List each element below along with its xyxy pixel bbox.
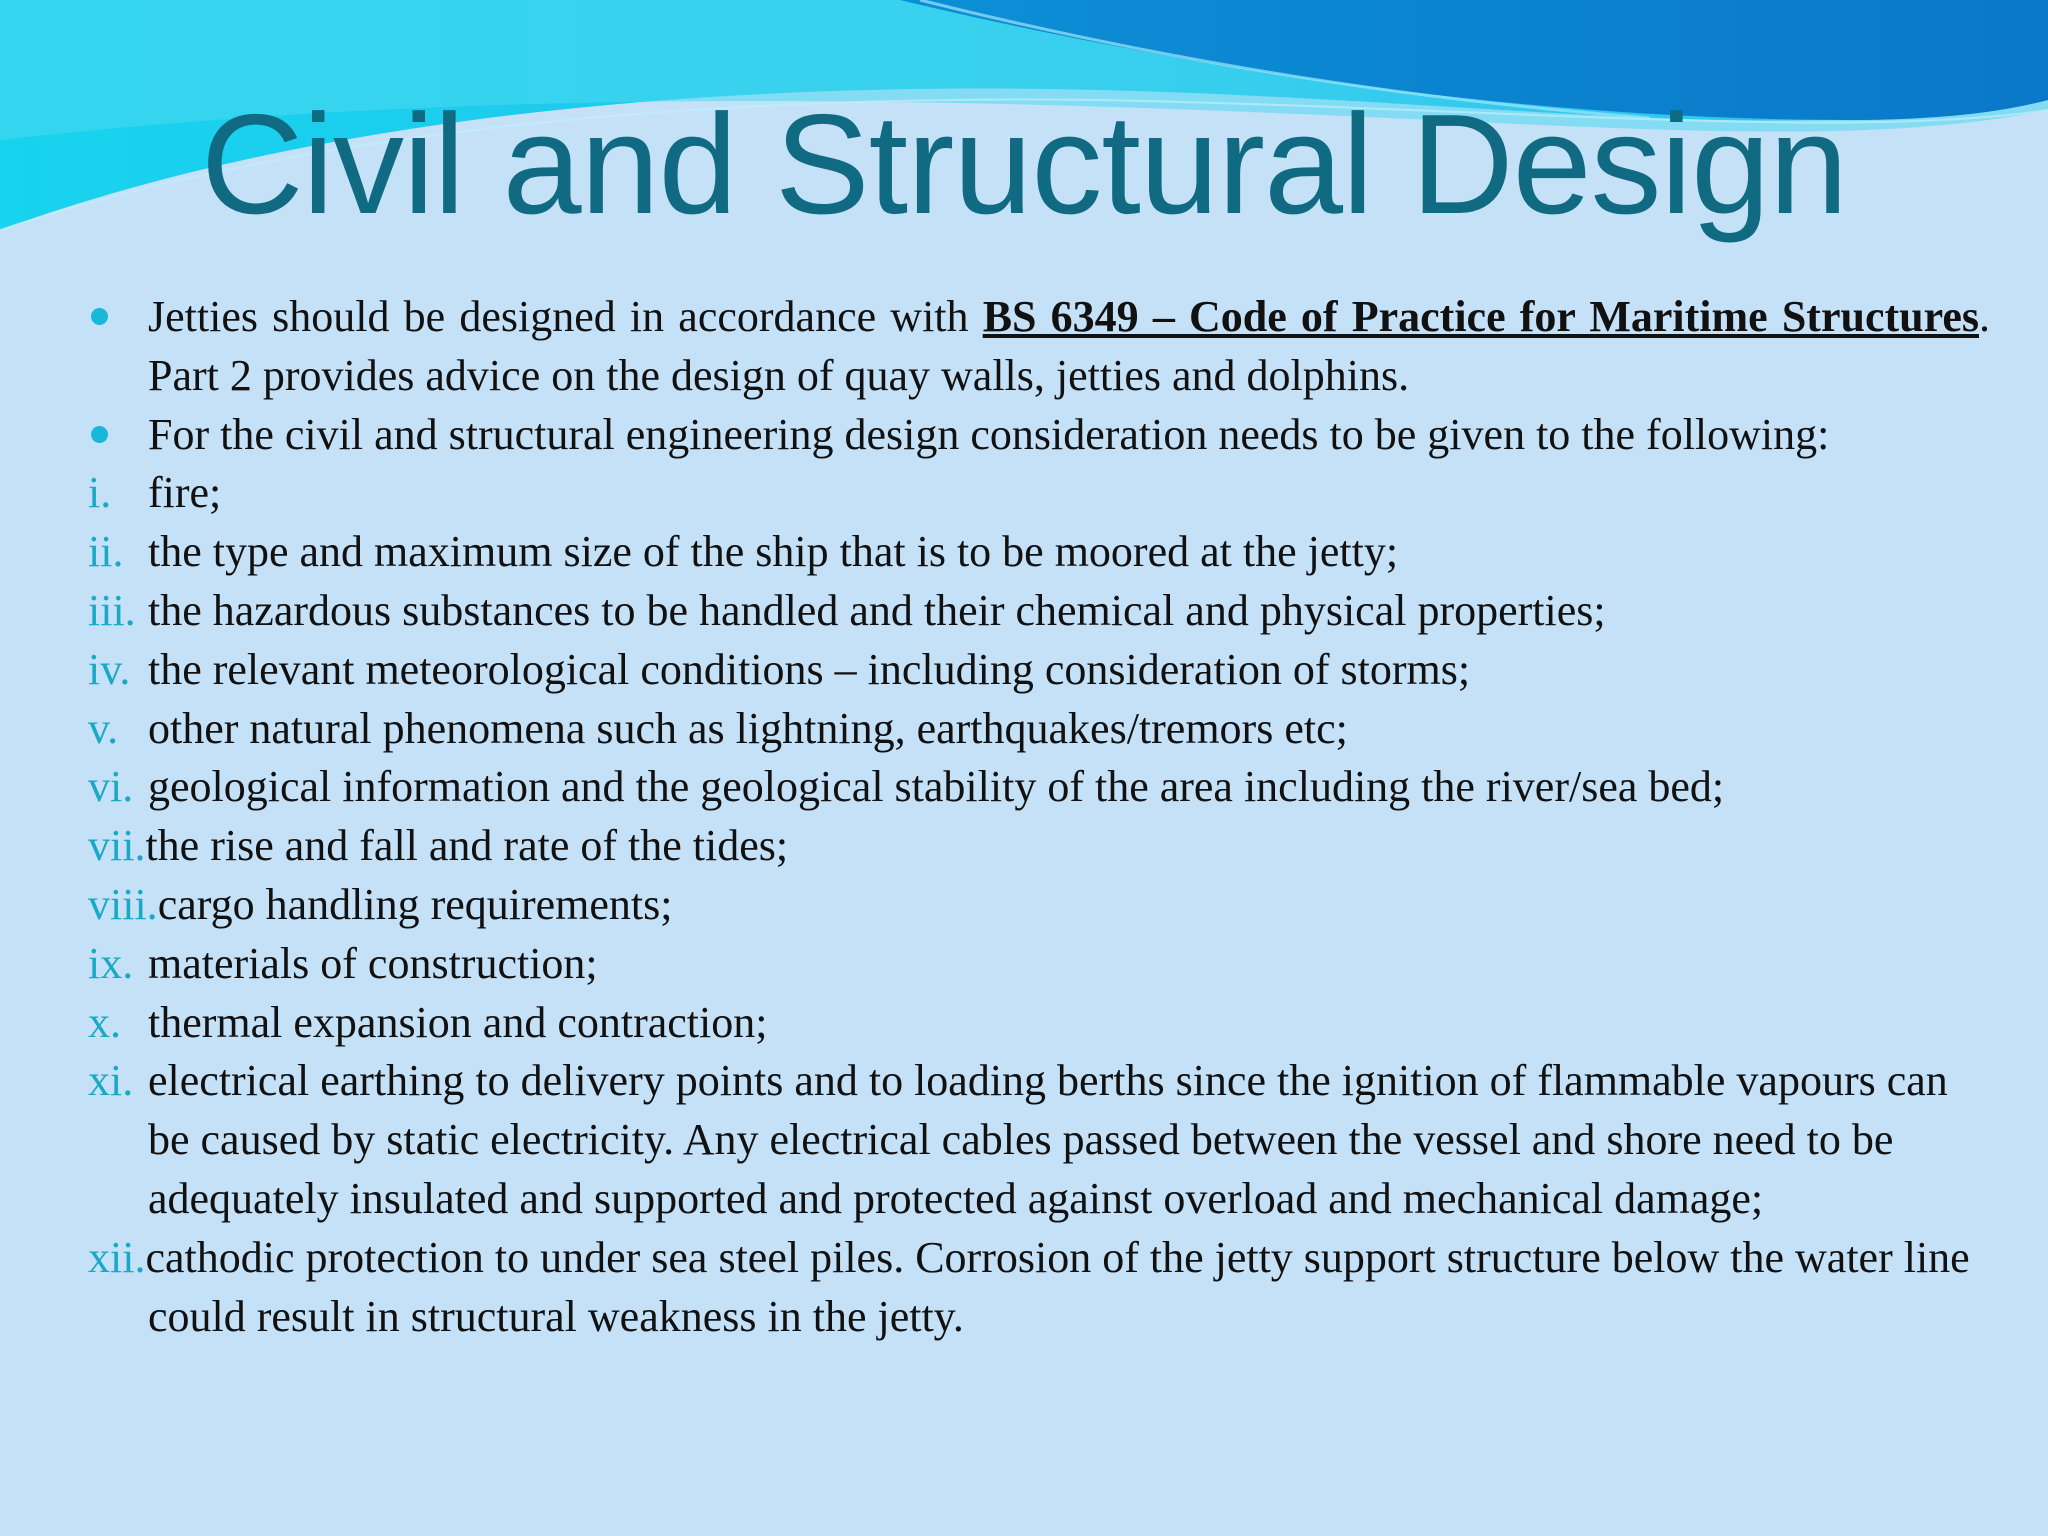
list-numeral: x. [88,997,121,1047]
list-item [88,876,1990,935]
bullet-text: . Part 2 provides advice on the design of quay walls, jetties and dolphins. [148,292,1990,400]
bullet-text: Jetties should be designed in accordance with [148,292,983,341]
list-item [88,1229,1990,1347]
list-item-text: materials of construction; [148,938,598,988]
list-item-text: thermal expansion and contraction; [148,997,768,1047]
list-item [88,641,1990,700]
list-numeral: vi. [88,762,134,812]
list-item [88,582,1990,641]
list-item [88,994,1990,1053]
list-item [88,464,1990,523]
list-numeral: vii. [88,821,146,871]
bullet-item [88,406,1990,465]
list-item-text: cathodic protection to under sea steel piles. Corrosion of the jetty support structure below the water line could result in structural weakness in the jetty. [145,1232,1970,1341]
list-numeral: v. [88,703,119,753]
list-item [88,523,1990,582]
list-item-text: electrical earthing to delivery points and to loading berths since the ignition of flammable vapours can be caused by static electricity. Any electrical cables passed between the vessel and shore need to be adequately insulated and supported and protected against overload and mechanical damage; [148,1056,1948,1223]
list-item-text: other natural phenomena such as lightning, earthquakes/tremors etc; [148,703,1348,753]
bullet-item [88,288,1990,406]
list-item-text: the hazardous substances to be handled and their chemical and physical properties; [148,585,1606,635]
list-numeral: i. [88,468,112,518]
slide-title: Civil and Structural Design [200,85,1848,244]
list-numeral: xii. [88,1232,146,1282]
list-item [88,1052,1990,1228]
list-item [88,758,1990,817]
standard-reference: BS 6349 – Code of Practice for Maritime Structures [982,292,1979,341]
list-item-text: cargo handling requirements; [157,879,673,929]
list-item-text: the relevant meteorological conditions – including consideration of storms; [148,644,1471,694]
list-item-text: the rise and fall and rate of the tides; [145,821,789,871]
list-numeral: ix. [88,938,134,988]
list-item-text: the type and maximum size of the ship that is to be moored at the jetty; [148,527,1399,577]
list-item-text: fire; [148,468,222,518]
list-numeral: ii. [88,527,124,577]
list-item [88,817,1990,876]
list-numeral: xi. [88,1056,134,1106]
bullet-text: For the civil and structural engineering design consideration needs to be given to the following: [148,409,1830,459]
slide-body [88,288,1990,1346]
list-numeral: iv. [88,644,131,694]
bullet-dot-icon [91,308,108,325]
list-item [88,935,1990,994]
list-numeral: viii. [88,879,158,929]
list-numeral: iii. [88,585,136,635]
bullet-dot-icon [91,426,108,443]
list-item-text: geological information and the geological stability of the area including the river/sea bed; [148,762,1725,812]
list-item [88,700,1990,759]
